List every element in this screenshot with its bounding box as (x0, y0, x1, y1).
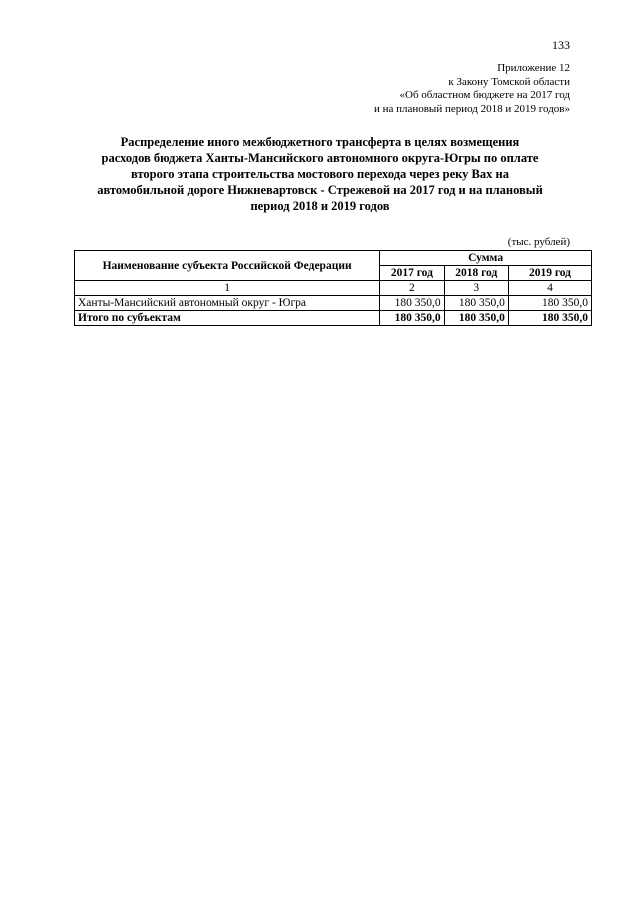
page-number: 133 (552, 38, 570, 52)
distribution-table (74, 250, 592, 326)
total-row (75, 311, 592, 326)
row-value-2019: 180 350,0 (508, 296, 591, 311)
title-line: период 2018 и 2019 годов (250, 199, 390, 213)
table-header-row (75, 251, 592, 266)
total-value-2018: 180 350,0 (444, 311, 508, 326)
row-subject-name: Ханты-Мансийский автономный округ - Югра (75, 296, 380, 311)
title-line: автомобильной дороге Нижневартовск - Стрежевой на 2017 год и на плановый (97, 183, 543, 197)
header-year-2018: 2018 год (444, 266, 508, 281)
row-value-2018: 180 350,0 (444, 296, 508, 311)
appendix-line: и на плановый период 2018 и 2019 годов» (373, 102, 570, 115)
header-sum: Сумма (380, 251, 592, 266)
total-value-2017: 180 350,0 (380, 311, 444, 326)
title-line: Распределение иного межбюджетного трансферта в целях возмещения (120, 135, 520, 149)
column-number: 4 (508, 281, 591, 296)
total-label: Итого по субъектам (75, 311, 380, 326)
appendix-line: к Закону Томской области (448, 75, 570, 88)
title-line: расходов бюджета Ханты-Мансийского автономного округа-Югры по оплате (101, 151, 539, 165)
table-row (75, 296, 592, 311)
units-label: (тыс. рублей) (507, 236, 570, 248)
title-line: второго этапа строительства мостового перехода через реку Вах на (131, 167, 509, 181)
document-title (70, 134, 570, 214)
header-year-2017: 2017 год (380, 266, 444, 281)
appendix-line: Приложение 12 (497, 62, 570, 74)
column-number-row (75, 281, 592, 296)
column-number: 1 (75, 281, 380, 296)
appendix-header (374, 62, 570, 116)
header-subject-name: Наименование субъекта Российской Федерации (75, 251, 380, 281)
appendix-line: «Об областном бюджете на 2017 год (399, 89, 570, 101)
column-number: 2 (380, 281, 444, 296)
row-value-2017: 180 350,0 (380, 296, 444, 311)
total-value-2019: 180 350,0 (508, 311, 591, 326)
column-number: 3 (444, 281, 508, 296)
header-year-2019: 2019 год (508, 266, 591, 281)
